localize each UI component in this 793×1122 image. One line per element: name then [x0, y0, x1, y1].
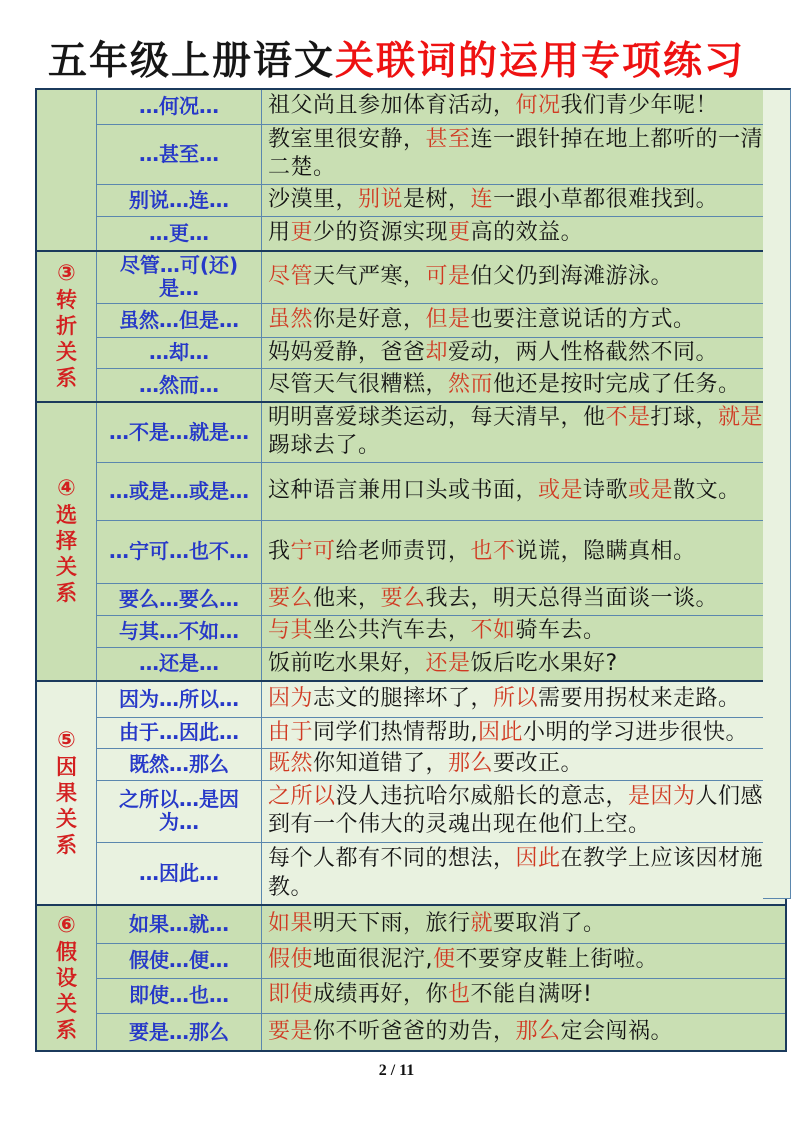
conjunction-highlight: 既然 [268, 751, 314, 777]
conjunction-pattern-cell: 既然…那么 [97, 749, 262, 781]
example-sentence-cell [262, 749, 787, 781]
table-row [36, 978, 786, 1013]
table-row [36, 780, 786, 842]
conjunction-pattern-cell: 与其…不如… [97, 615, 262, 647]
category-char: 系 [56, 366, 77, 391]
sentence-text: 饭后吃水果好? [470, 650, 618, 676]
sentence-text: 天气严寒， [313, 264, 426, 290]
example-sentence-cell [262, 978, 787, 1013]
category-char: 择 [56, 529, 77, 554]
page-title [0, 30, 793, 86]
conjunction-highlight: 要么 [268, 586, 314, 612]
conjunction-pattern-cell: 假使…便… [97, 943, 262, 978]
conjunction-pattern-cell: 因为…所以… [97, 681, 262, 717]
conjunction-highlight: 由于 [268, 719, 314, 745]
sentence-text: 你不听爸爸的劝告， [313, 1018, 516, 1044]
example-sentence-cell [262, 647, 787, 681]
sentence-text: 我 [268, 538, 291, 564]
conjunction-highlight: 是因为 [628, 783, 696, 809]
category-char: 因 [56, 755, 77, 780]
sentence-text: 诗歌 [583, 478, 629, 504]
example-sentence-cell [262, 842, 787, 905]
table-row [36, 251, 786, 303]
conjunction-pattern-cell: …何况… [97, 89, 262, 124]
conjunction-highlight: 或是 [628, 478, 674, 504]
category-char: 关 [56, 992, 77, 1017]
table-row [36, 615, 786, 647]
table-row [36, 369, 786, 402]
category-cell [36, 402, 97, 681]
sentence-text: 骑车去。 [515, 617, 606, 643]
table-row [36, 842, 786, 905]
conjunction-pattern-cell: 由于…因此… [97, 717, 262, 749]
category-char: 系 [56, 581, 77, 606]
conjunction-highlight: 然而 [448, 371, 494, 397]
conjunction-highlight: 就 [470, 911, 494, 937]
category-char: 关 [56, 555, 77, 580]
example-sentence-cell [262, 216, 787, 251]
sentence-text: 一跟小草都很难找到。 [493, 186, 719, 212]
category-char: 转 [56, 288, 77, 313]
conjunction-highlight: 或是 [538, 478, 584, 504]
sentence-text: 尽管天气很糟糕， [268, 371, 449, 397]
example-sentence-cell [262, 337, 787, 369]
conjunction-pattern-cell: 别说…连… [97, 184, 262, 216]
sentence-text: 每个人都有不同的想法， [268, 845, 516, 871]
category-cell [36, 251, 97, 402]
example-sentence-cell [262, 905, 787, 943]
sentence-text: 这种语言兼用口头或书面， [268, 478, 539, 504]
category-char: 折 [56, 314, 77, 339]
sentence-text: 地面很泥泞, [313, 947, 434, 973]
conjunction-highlight: 那么 [448, 751, 494, 777]
sentence-text: 打球， [650, 404, 719, 430]
table-row [36, 647, 786, 681]
example-sentence-cell [262, 520, 787, 583]
conjunction-highlight: 但是 [425, 306, 471, 332]
conjunction-highlight: 与其 [268, 617, 314, 643]
sentence-text: 踢球去了。 [268, 433, 381, 459]
sentence-text: 你是好意， [313, 306, 426, 332]
conjunction-highlight: 因此 [478, 719, 524, 745]
sentence-text: 给老师责罚， [335, 538, 471, 564]
conjunction-pattern-cell: 要么…要么… [97, 583, 262, 615]
conjunction-highlight: 假使 [268, 947, 314, 973]
category-number: ③ [57, 261, 76, 287]
category-label [43, 728, 90, 858]
category-char: 假 [56, 940, 77, 965]
sentence-text: 说谎，隐瞒真相。 [515, 538, 696, 564]
category-char: 系 [56, 833, 77, 858]
sentence-text: 人们感到有一个伟大的灵魂出现在他们上空。 [268, 783, 764, 838]
conjunction-highlight: 却 [425, 339, 449, 365]
example-sentence-cell [262, 184, 787, 216]
sentence-text: 连一跟针掉在地上都听的一清二楚。 [268, 126, 764, 181]
sentence-text: 成绩再好，你 [313, 982, 449, 1008]
sentence-text: 不要穿皮鞋上街啦。 [455, 947, 659, 973]
table-row [36, 462, 786, 520]
sentence-text: 用 [268, 220, 291, 246]
example-sentence-cell [262, 780, 787, 842]
conjunction-highlight: 还是 [425, 650, 471, 676]
table-row [36, 749, 786, 781]
sentence-text: 散文。 [673, 478, 741, 504]
conjunction-pattern-cell: …因此… [97, 842, 262, 905]
table-row [36, 337, 786, 369]
conjunction-highlight: 甚至 [425, 126, 471, 152]
category-cell [36, 905, 97, 1051]
conjunction-pattern-cell: …宁可…也不… [97, 520, 262, 583]
example-sentence-cell [262, 583, 787, 615]
conjunction-table [35, 88, 787, 1052]
sentence-text: 饭前吃水果好， [268, 650, 426, 676]
conjunction-highlight: 更 [448, 220, 471, 246]
conjunction-highlight: 要是 [268, 1018, 314, 1044]
conjunction-highlight: 宁可 [290, 538, 336, 564]
sentence-text: 小明的学习进步很快。 [523, 719, 749, 745]
table-row [36, 943, 786, 978]
table-row [36, 303, 786, 337]
table-row [36, 124, 786, 184]
category-cell [36, 89, 97, 251]
conjunction-highlight: 可是 [425, 264, 471, 290]
sentence-text: 沙漠里， [268, 186, 359, 212]
category-char: 选 [56, 503, 77, 528]
sentence-text: 他来， [313, 586, 381, 612]
example-sentence-cell [262, 402, 787, 463]
example-sentence-cell [262, 303, 787, 337]
example-sentence-cell [262, 124, 787, 184]
conjunction-pattern-cell: …然而… [97, 369, 262, 402]
example-sentence-cell [262, 615, 787, 647]
category-number: ④ [57, 476, 76, 502]
sentence-text: 教室里很安静， [268, 126, 426, 152]
sentence-text: 定会闯祸。 [560, 1018, 674, 1044]
category-label [43, 476, 90, 606]
conjunction-highlight: 不如 [470, 617, 516, 643]
sentence-text: 你知道错了， [313, 751, 449, 777]
sentence-text: 我们青少年呢！ [560, 93, 719, 119]
conjunction-pattern-cell: …更… [97, 216, 262, 251]
table-row [36, 402, 786, 463]
conjunction-highlight: 尽管 [268, 264, 314, 290]
conjunction-highlight: 虽然 [268, 306, 314, 332]
conjunction-highlight: 何况 [515, 93, 561, 119]
category-char: 设 [56, 966, 77, 991]
conjunction-pattern-cell: 即使…也… [97, 978, 262, 1013]
conjunction-highlight: 因此 [515, 845, 561, 871]
sentence-text: 同学们热情帮助, [313, 719, 479, 745]
sentence-text: 高的效益。 [470, 220, 584, 246]
category-char: 关 [56, 340, 77, 365]
example-sentence-cell [262, 462, 787, 520]
conjunction-pattern-cell: …甚至… [97, 124, 262, 184]
sentence-text: 在教学上应该因材施教。 [268, 845, 764, 900]
conjunction-pattern-cell: 尽管…可(还)是… [97, 251, 262, 303]
sentence-text: 祖父尚且参加体育活动， [268, 93, 516, 119]
category-number: ⑥ [57, 913, 76, 939]
category-char: 果 [56, 781, 77, 806]
conjunction-highlight: 要么 [380, 586, 426, 612]
table-row [36, 89, 786, 124]
sentence-text: 要改正。 [493, 751, 584, 777]
conjunction-highlight: 所以 [493, 686, 539, 712]
sentence-text: 明天下雨，旅行 [313, 911, 471, 937]
table-row [36, 520, 786, 583]
conjunction-highlight: 那么 [515, 1018, 561, 1044]
table-row [36, 583, 786, 615]
sentence-text: 也要注意说话的方式。 [470, 306, 696, 332]
example-sentence-cell [262, 681, 787, 717]
conjunction-pattern-cell: …不是…就是… [97, 402, 262, 463]
page-number: 2 / 11 [378, 1062, 415, 1079]
table-right-strip [763, 88, 791, 899]
conjunction-highlight: 更 [290, 220, 314, 246]
sentence-text: 坐公共汽车去， [313, 617, 471, 643]
page-title-red: 关联词的运用专项练习 [335, 39, 746, 84]
sentence-text: 妈妈爱静，爸爸 [268, 339, 426, 365]
conjunction-pattern-cell: …或是…或是… [97, 462, 262, 520]
category-char: 关 [56, 807, 77, 832]
table-row [36, 216, 786, 251]
conjunction-highlight: 别说 [358, 186, 404, 212]
table-row [36, 717, 786, 749]
example-sentence-cell [262, 1013, 787, 1051]
sentence-text: 爱动，两人性格截然不同。 [448, 339, 719, 365]
conjunction-pattern-cell: …却… [97, 337, 262, 369]
conjunction-highlight: 不是 [605, 404, 651, 430]
example-sentence-cell [262, 89, 787, 124]
sentence-text: 少的资源实现 [313, 220, 449, 246]
sentence-text: 要取消了。 [493, 911, 606, 937]
conjunction-highlight: 因为 [268, 686, 314, 712]
conjunction-pattern-cell: 虽然…但是… [97, 303, 262, 337]
conjunction-highlight: 便 [433, 947, 456, 973]
conjunction-highlight: 就是 [718, 404, 764, 430]
sentence-text: 明明喜爱球类运动，每天清早，他 [268, 404, 606, 430]
conjunction-highlight: 也不 [470, 538, 516, 564]
sentence-text: 需要用拐杖来走路。 [538, 686, 741, 712]
sentence-text: 没人违抗哈尔威船长的意志， [335, 783, 629, 809]
conjunction-highlight: 即使 [268, 982, 314, 1008]
conjunction-pattern-cell: 要是…那么 [97, 1013, 262, 1051]
sentence-text: 我去，明天总得当面谈一谈。 [425, 586, 719, 612]
sentence-text: 是树， [403, 186, 471, 212]
category-label [43, 913, 90, 1043]
conjunction-highlight: 之所以 [268, 783, 336, 809]
conjunction-pattern-cell: …还是… [97, 647, 262, 681]
conjunction-highlight: 也 [448, 982, 471, 1008]
example-sentence-cell [262, 369, 787, 402]
category-cell [36, 681, 97, 905]
page-title-black: 五年级上册语文 [47, 39, 335, 84]
example-sentence-cell [262, 251, 787, 303]
sentence-text: 伯父仍到海滩游泳。 [470, 264, 674, 290]
sentence-text: 不能自满呀! [470, 982, 593, 1008]
conjunction-highlight: 如果 [268, 911, 314, 937]
table-row [36, 905, 786, 943]
sentence-text: 他还是按时完成了任务。 [493, 371, 741, 397]
sentence-text: 志文的腿摔坏了， [313, 686, 494, 712]
conjunction-pattern-cell: 之所以…是因为… [97, 780, 262, 842]
example-sentence-cell [262, 717, 787, 749]
table-row [36, 1013, 786, 1051]
category-char: 系 [56, 1018, 77, 1043]
conjunction-highlight: 连 [470, 186, 494, 212]
category-label [43, 261, 90, 391]
category-number: ⑤ [57, 728, 76, 754]
conjunction-pattern-cell: 如果…就… [97, 905, 262, 943]
table-row [36, 681, 786, 717]
table-row [36, 184, 786, 216]
example-sentence-cell [262, 943, 787, 978]
